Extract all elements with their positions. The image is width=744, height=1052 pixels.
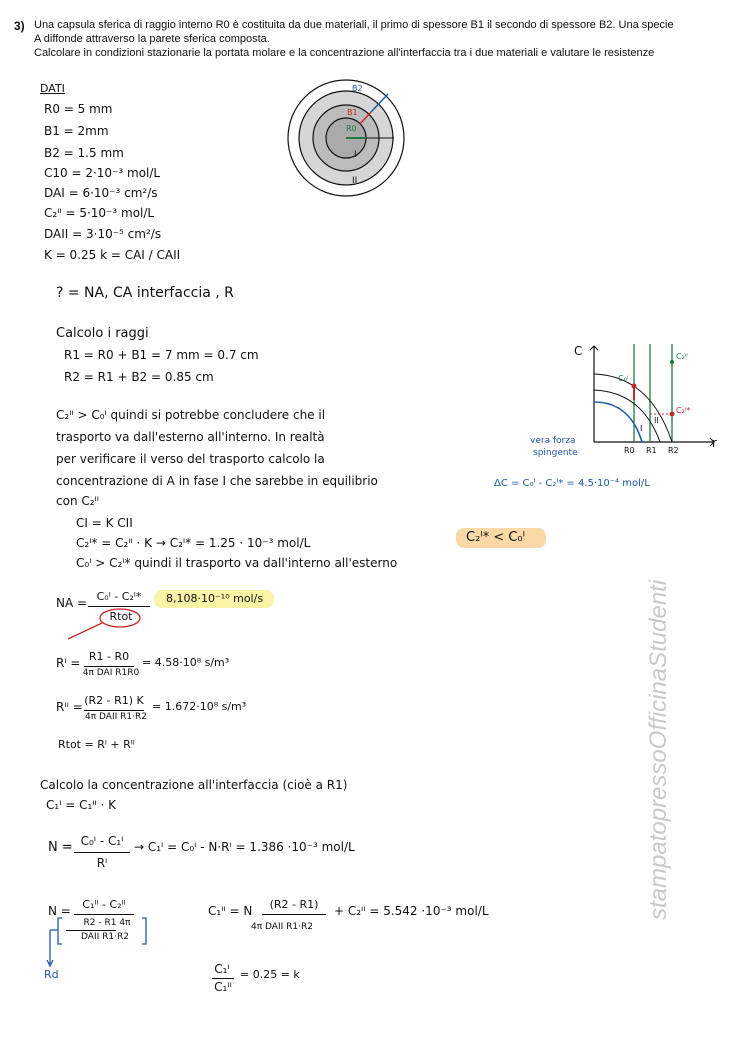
- watermark: stampatopressoOfficinaStudenti: [645, 579, 672, 920]
- ratio-numerator: C₁ᴵ: [214, 962, 230, 976]
- n2-denominator-2: DAII R1·R2: [81, 932, 129, 942]
- reasoning-line1: C₂ᴵᴵ > C₀ᴵ quindi si potrebbe concludere che il: [56, 408, 326, 422]
- dati-item-b1: B1 = 2mm: [44, 124, 109, 138]
- n-lhs: N =: [48, 840, 73, 855]
- r1-fraction-bar: [84, 666, 134, 667]
- equilibrium-eq3: C₀ᴵ > C₂ᴵ* quindi il trasporto va dall'interno all'esterno: [76, 556, 398, 570]
- rtot-formula: Rtot = Rᴵ + Rᴵᴵ: [58, 738, 135, 751]
- boxed-result: C₂ᴵ* < C₀ᴵ: [466, 530, 526, 545]
- reasoning-line3: per verificare il verso del trasporto calcolo la: [56, 452, 325, 466]
- na-result: 8,108·10⁻¹⁰ mol/s: [166, 592, 264, 605]
- problem-text-line3: Calcolare in condizioni stazionarie la portata molare e la concentrazione all'interfaccia tra i due materiali e valutare le resistenze: [34, 47, 655, 59]
- equilibrium-eq2: C₂ᴵ* = C₂ᴵᴵ · K → C₂ᴵ* = 1.25 · 10⁻³ mol/L: [76, 536, 311, 550]
- r2-numerator: (R2 - R1) K: [84, 694, 144, 707]
- dati-title: DATI: [40, 82, 65, 95]
- graph-r2: R2: [668, 446, 679, 455]
- graph-c0: C₀ᴵ: [618, 374, 629, 383]
- r2-fraction-bar: [84, 710, 144, 711]
- r1-numerator: R1 - R0: [88, 650, 130, 663]
- ratio-denominator: C₁ᴵᴵ: [214, 980, 232, 994]
- n-numerator: C₀ᴵ - C₁ᴵ: [80, 834, 124, 848]
- dati-item-k: K = 0.25 k = CAI / CAII: [44, 248, 181, 262]
- sphere-label-b2: B2: [352, 84, 363, 93]
- c1ii-result: + C₂ᴵᴵ = 5.542 ·10⁻³ mol/L: [334, 904, 489, 918]
- rd-label: Rd: [44, 968, 59, 981]
- c1ii-numerator: (R2 - R1): [269, 898, 319, 911]
- raggi-r2: R2 = R1 + B2 = 0.85 cm: [64, 370, 214, 384]
- dati-item-dai: DAI = 6·10⁻³ cm²/s: [44, 186, 158, 200]
- c1ii-fraction-bar: [262, 914, 326, 915]
- dati-item-c10: C10 = 2·10⁻³ mol/L: [44, 166, 161, 180]
- n-denominator: Rᴵ: [96, 856, 108, 870]
- sphere-label-r0: R0: [346, 124, 357, 133]
- graph-cstar: C₂ᴵ*: [676, 406, 691, 415]
- graph-r1: R1: [646, 446, 657, 455]
- na-numerator: C₀ᴵ - C₂ᴵ*: [96, 590, 142, 603]
- problem-number: 3): [14, 19, 25, 33]
- n-fraction-bar: [74, 852, 130, 853]
- graph-region-i: I: [640, 424, 643, 433]
- rtot-circle: [98, 607, 142, 629]
- n2-lhs: N =: [48, 904, 71, 918]
- n-result: → C₁ᴵ = C₀ᴵ - N·Rᴵ = 1.386 ·10⁻³ mol/L: [134, 840, 355, 854]
- graph-r0: R0: [624, 446, 635, 455]
- equilibrium-eq1: CI = K CII: [76, 516, 133, 530]
- reasoning-line2: trasporto va dall'esterno all'interno. In realtà: [56, 430, 325, 444]
- interface-title: Calcolo la concentrazione all'interfaccia (cioè a R1): [40, 778, 348, 792]
- na-lhs: NA =: [56, 596, 88, 610]
- graph-r-axis: r: [712, 436, 717, 450]
- raggi-r1: R1 = R0 + B1 = 7 mm = 0.7 cm: [64, 348, 259, 362]
- dati-item-r0: R0 = 5 mm: [44, 102, 113, 116]
- dati-item-b2: B2 = 1.5 mm: [44, 146, 124, 160]
- raggi-title: Calcolo i raggi: [56, 326, 149, 341]
- r2-denominator: 4π DAII R1·R2: [85, 712, 147, 722]
- graph-cii: C₂ᴵᴵ: [676, 352, 688, 361]
- problem-text-line1: Una capsula sferica di raggio interno R0 è costituita da due materiali, il primo di spessore B1 il secondo di spessore B2. Una specie: [34, 19, 674, 31]
- sphere-label-b1: B1: [347, 108, 358, 117]
- reasoning-line4: concentrazione di A in fase I che sarebbe in equilibrio: [56, 474, 378, 488]
- r1-lhs: Rᴵ =: [56, 656, 81, 670]
- problem-text-line2: A diffonde attraverso la parete sferica composta.: [34, 33, 270, 45]
- graph-region-ii: II: [654, 416, 659, 425]
- r2-value: = 1.672·10⁸ s/m³: [152, 700, 247, 713]
- dati-item-daii: DAII = 3·10⁻⁵ cm²/s: [44, 227, 162, 241]
- graph-delta-c: ΔC = C₀ᴵ - C₂ᴵ* = 4.5·10⁻⁴ mol/L: [494, 478, 650, 489]
- unknowns: ? = NA, CA interfaccia , R: [56, 285, 234, 301]
- c1ii-denominator: 4π DAII R1·R2: [251, 922, 313, 932]
- ratio-value: = 0.25 = k: [240, 968, 300, 981]
- rd-bracket: [42, 916, 152, 972]
- ratio-fraction-bar: [212, 978, 234, 979]
- na-denominator: Rtot: [109, 610, 133, 623]
- sphere-label-ii: II: [352, 176, 358, 186]
- n2-numerator: C₁ᴵᴵ - C₂ᴵᴵ: [82, 898, 126, 911]
- graph-c-axis: C: [574, 344, 583, 358]
- dati-item-c2ii: C₂ᴵᴵ = 5·10⁻³ mol/L: [44, 206, 155, 220]
- n2-denominator: R2 - R1 4π: [83, 918, 131, 928]
- sphere-diagram: [276, 76, 416, 216]
- sphere-label-i: I: [354, 150, 357, 160]
- concentration-graph: [580, 340, 720, 460]
- n2-fraction-bar: [74, 914, 134, 915]
- graph-force-label2: spingente: [533, 448, 578, 458]
- graph-force-label: vera forza: [530, 436, 576, 446]
- reasoning-line5: con C₂ᴵᴵ: [56, 494, 100, 508]
- r1-value: = 4.58·10⁸ s/m³: [142, 656, 230, 669]
- r2-lhs: Rᴵᴵ =: [56, 700, 83, 714]
- r1-denominator: 4π DAI R1R0: [82, 668, 140, 678]
- interface-eq: C₁ᴵ = C₁ᴵᴵ · K: [46, 798, 117, 812]
- c1ii-lhs: C₁ᴵᴵ = N: [208, 904, 253, 918]
